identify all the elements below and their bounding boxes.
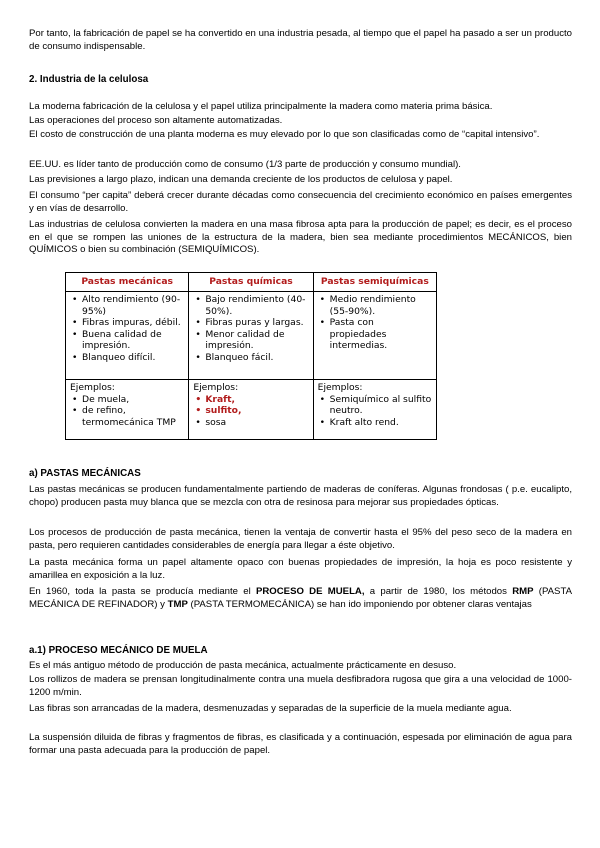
proceso-de-muela-emphasis: PROCESO DE MUELA, [255, 586, 365, 597]
section-2-paragraph-1: La moderna fabricación de la celulosa y el papel utiliza principalmente la madera como materia prima básica. [29, 101, 493, 112]
list-item: • Alto rendimiento (90-95%) [82, 294, 184, 317]
table-row-properties [66, 292, 437, 380]
section-a-heading: a) PASTAS MECÁNICAS [29, 468, 141, 479]
cell-quimicas-examples [189, 380, 313, 440]
list-item: • Bajo rendimiento (40-50%). [205, 294, 308, 317]
table-header-row [66, 273, 437, 292]
section-a-paragraph-1: Las pastas mecánicas se producen fundamentalmente partiendo de maderas de coníferas. Algunas frondosas ( p.e. eucalipto, chopo) producen pasta muy blanca que se mezcla con otra de resinosa para mejorar sus propiedades ópticas. [29, 484, 572, 508]
section-2-paragraph-4: EE.UU. es líder tanto de producción como de consumo (1/3 parte de producción y consumo mundial). [29, 159, 461, 170]
list-item: • Fibras impuras, débil. [82, 317, 184, 329]
examples-label: Ejemplos: [193, 382, 239, 393]
list-item: • Blanqueo difícil. [82, 352, 184, 364]
cell-mecanicas-examples [66, 380, 189, 440]
list-item: • Kraft alto rend. [330, 417, 432, 429]
section-2-paragraph-6: El consumo “per capita” deberá crecer durante décadas como consecuencia del crecimiento económico en países emergentes y en vías de desarrollo. [29, 190, 572, 214]
list-item: • sosa [205, 417, 308, 429]
table-row-examples [66, 380, 437, 440]
list-item: • de refino, termomecánica TMP [82, 405, 184, 428]
cell-semiquimicas-properties [313, 292, 436, 380]
list-item: • Blanqueo fácil. [205, 352, 308, 364]
section-a1-paragraph-1: Es el más antiguo método de producción de pasta mecánica, actualmente prácticamente en desuso. [29, 660, 457, 671]
list-item: • Fibras puras y largas. [205, 317, 308, 329]
list-item: • Buena calidad de impresión. [82, 329, 184, 352]
header-pastas-mecanicas: Pastas mecánicas [66, 273, 189, 292]
section-2-heading: 2. Industria de la celulosa [29, 74, 149, 85]
header-pastas-quimicas: Pastas químicas [189, 273, 313, 292]
section-a-paragraph-3: La pasta mecánica forma un papel altamente opaco con buenas propiedades de impresión, la hoja es poco resistente y amarillea en exposición a la luz. [29, 557, 572, 581]
list-item: • sulfito, [205, 405, 308, 417]
section-2-paragraph-5: Las previsiones a largo plazo, indican una demanda creciente de los productos de celulosa y papel. [29, 174, 453, 185]
list-item: • Kraft, [205, 394, 308, 406]
intro-paragraph: Por tanto, la fabricación de papel se ha convertido en una industria pesada, al tiempo que el papel ha pasado a ser un producto de consumo indispensable. [29, 28, 572, 52]
section-2-paragraph-3: El costo de construcción de una planta moderna es muy elevado por lo que son clasificadas como de “capital intensivo”. [29, 129, 540, 140]
section-a1-paragraph-4: La suspensión diluida de fibras y fragmentos de fibras, es clasificada y a continuación, espesada por eliminación de agua para formar una pasta adecuada para la producción de papel. [29, 732, 572, 756]
rmp-emphasis: RMP [512, 586, 534, 597]
section-a-paragraph-4: En 1960, toda la pasta se producía mediante el PROCESO DE MUELA, a partir de 1980, los métodos RMP (PASTA MECÁNICA DE REFINADOR) y TMP (PASTA TERMOMECÁNICA) se han ido imponiendo por obtener claras ventajas [29, 586, 572, 610]
pulp-types-table [65, 272, 437, 440]
list-item: • Semiquímico al sulfito neutro. [330, 394, 432, 417]
cell-mecanicas-properties [66, 292, 189, 380]
list-item: • Medio rendimiento (55-90%). [330, 294, 432, 317]
tmp-emphasis: TMP [167, 598, 188, 610]
list-item: • De muela, [82, 394, 184, 406]
examples-label: Ejemplos: [317, 382, 363, 393]
section-a-paragraph-2: Los procesos de producción de pasta mecánica, tienen la ventaja de convertir hasta el 95% del peso seco de la madera en pasta, pero requieren cantidades considerables de energía para llegar a éste objetivo. [29, 527, 572, 551]
list-item: • Pasta con propiedades intermedias. [330, 317, 432, 352]
section-a1-paragraph-3: Las fibras son arrancadas de la madera, desmenuzadas y separadas de la superficie de la muela mediante agua. [29, 703, 512, 714]
cell-quimicas-properties [189, 292, 313, 380]
section-a1-heading: a.1) PROCESO MECÁNICO DE MUELA [29, 645, 208, 656]
section-2-paragraph-2: Las operaciones del proceso son altamente automatizadas. [29, 115, 283, 126]
section-2-paragraph-7: Las industrias de celulosa convierten la madera en una masa fibrosa apta para la producción de papel; es decir, es el proceso en el que se rompen las uniones de la estructura de la madera, bien sea mediante procedimientos MECÁNICOS, bien QUÍMICOS o bien su combinación (SEMIQUÍMICOS). [29, 219, 572, 256]
list-item: • Menor calidad de impresión. [205, 329, 308, 352]
examples-label: Ejemplos: [70, 382, 115, 393]
cell-semiquimicas-examples [313, 380, 436, 440]
section-a1-paragraph-2: Los rollizos de madera se prensan longitudinalmente contra una muela desfibradora rugosa que gira a una velocidad de 1000-1200 m/min. [29, 674, 572, 698]
header-pastas-semiquimicas: Pastas semiquímicas [313, 273, 436, 292]
